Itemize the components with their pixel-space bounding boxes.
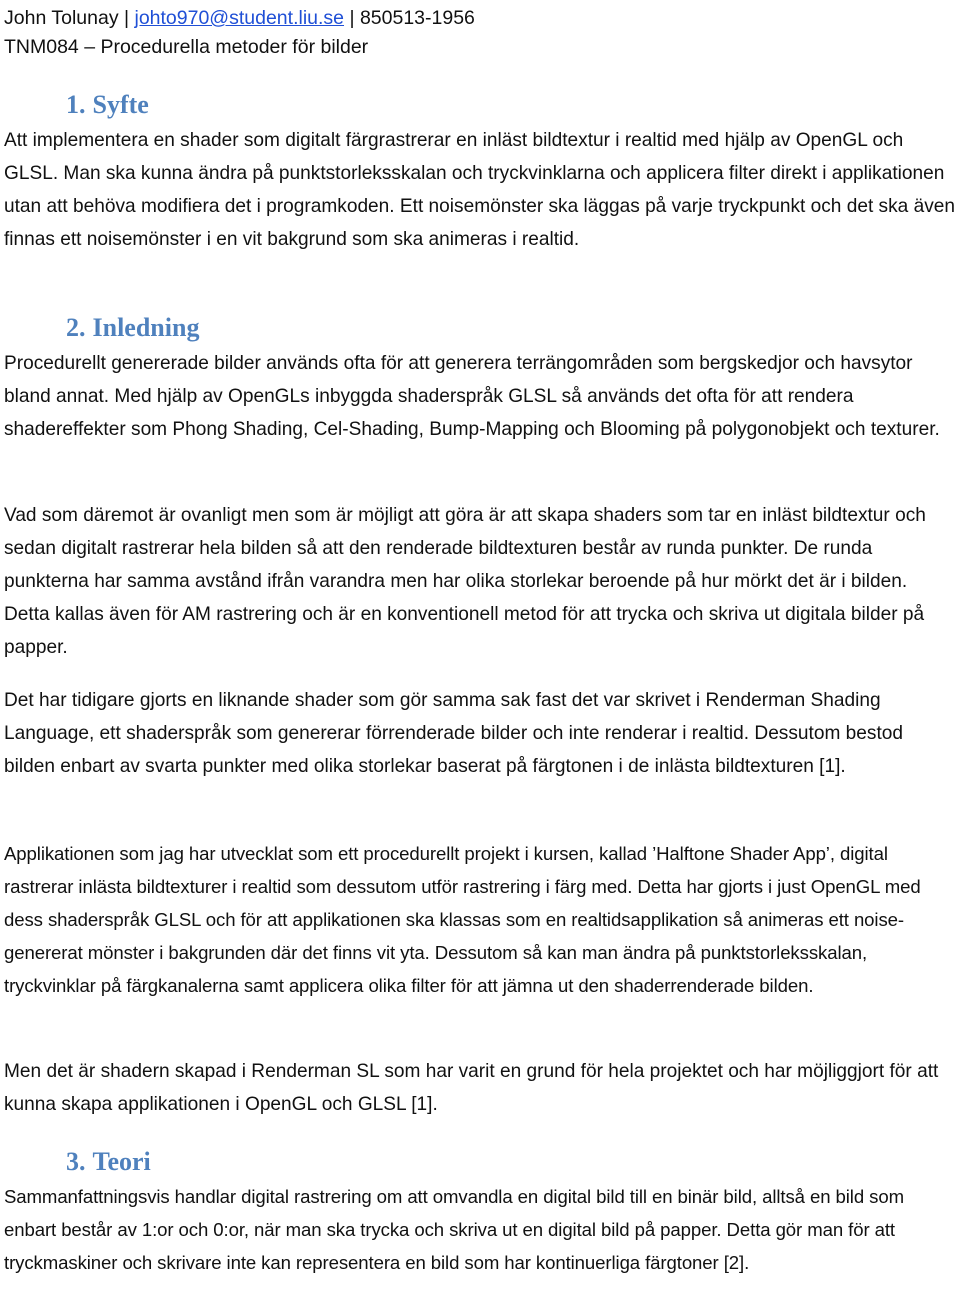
paragraph: Sammanfattningsvis handlar digital rastrering om att omvandla en digital bild till en binär bild, alltså en bild som enbart består av 1:or och 0:or, när man ska trycka och skriva ut en digital bild på papper. Detta gör man för att tryckmaskiner och skrivare inte kan representera en bild som har kontinuerliga färgtoner [2]. (4, 1186, 904, 1273)
section-number: 2. (66, 313, 86, 342)
paragraph: Men det är shadern skapad i Renderman SL som har varit en grund för hela projektet och har möjliggjort för att kunna skapa applikationen i OpenGL och GLSL [1]. (4, 1061, 939, 1115)
paragraph: Vad som däremot är ovanligt men som är möjligt att göra är att skapa shaders som tar en inläst bildtextur och sedan digitalt rastrerar hela bilden så att den renderade bildtexturen består av runda punkter. De runda punkterna har samma avstånd ifrån varandra men har olika storlekar beroende på hur mörkt det är i bilden. Detta kallas även för AM rastrering och är en konventionell metod för att trycka och skriva ut digitala bilder på papper. (4, 505, 926, 658)
section-number: 1. (66, 90, 86, 119)
paragraph: Det har tidigare gjorts en liknande shader som gör samma sak fast det var skrivet i Renderman Shading Language, ett shaderspråk som genererar förrenderade bilder och inte renderar i realtid. Dessutom bestod bilden enbart av svarta punkter med olika storlekar baserat på färgtonen i de inlästa bildtexturen [1]. (4, 690, 903, 777)
section-title: Inledning (92, 313, 200, 342)
course-title: TNM084 – Procedurella metoder för bilder (4, 36, 369, 58)
section-number: 3. (66, 1147, 86, 1176)
section-title: Teori (92, 1147, 151, 1176)
email-link[interactable]: johto970@student.liu.se (134, 7, 345, 29)
section-heading-inledning (66, 311, 199, 345)
separator: | (123, 7, 130, 29)
paragraph: Att implementera en shader som digitalt färgrastrerar en inläst bildtextur i realtid med hjälp av OpenGL och GLSL. Man ska kunna ändra på punktstorleksskalan och tryckvinklarna och applicera filter direkt i applikationen utan att behöva modifiera det i programkoden. Ett noisemönster ska läggas på varje tryckpunkt och det ska även finnas ett noisemönster i en vit bakgrund som ska animeras i realtid. (4, 130, 955, 250)
section-heading-syfte (66, 88, 149, 122)
separator: | (349, 7, 355, 29)
id-number: 850513-1956 (359, 7, 475, 29)
paragraph: Procedurellt genererade bilder används ofta för att generera terrängområden som bergskedjor och havsytor bland annat. Med hjälp av OpenGLs inbyggda shaderspråk GLSL så används det ofta för att rendera shadereffekter som Phong Shading, Cel-Shading, Bump-Mapping och Blooming på polygonobjekt och texturer. (4, 353, 940, 440)
document-header (4, 4, 954, 62)
header-line-1 (4, 4, 954, 33)
paragraph: Applikationen som jag har utvecklat som ett procedurellt projekt i kursen, kallad ’Halftone Shader App’, digital rastrerar inlästa bildtexturer i realtid som dessutom utför rastrering i färg med. Detta har gjorts i just OpenGL med dess shaderspråk GLSL och för att applikationen ska klassas som en realtidsapplikation så animeras ett noise-genererat mönster i bakgrunden där det finns vit yta. Dessutom så kan man ändra på punktstorleksskalan, tryckvinklar på färgkanalerna samt applicera olika filter för att jämna ut den shaderrenderade bilden. (4, 843, 921, 996)
author-name: John Tolunay (4, 7, 119, 29)
section-heading-teori (66, 1145, 151, 1179)
section-title: Syfte (92, 90, 149, 119)
